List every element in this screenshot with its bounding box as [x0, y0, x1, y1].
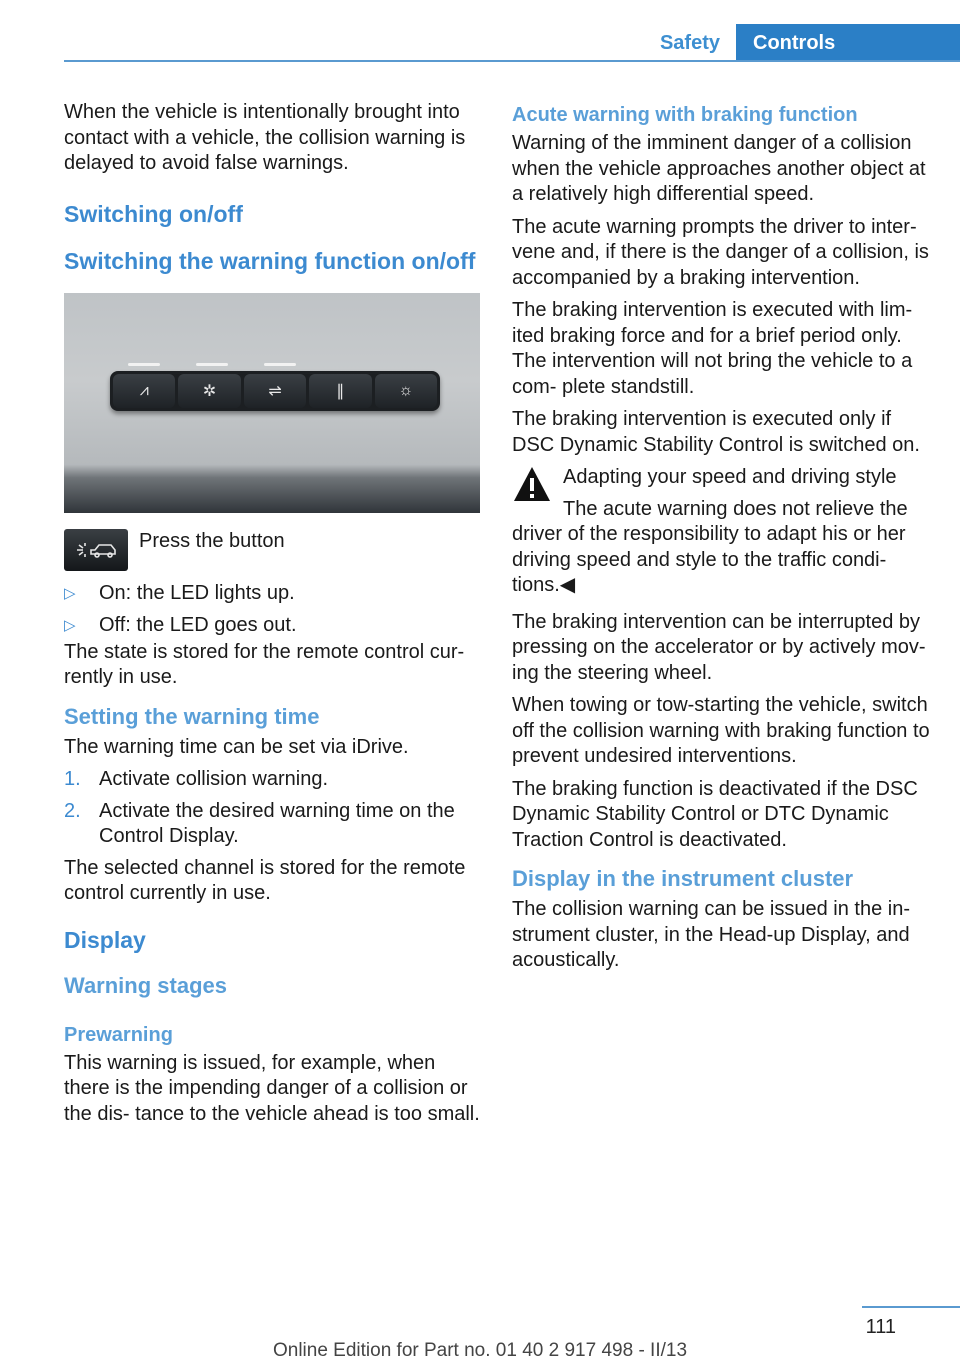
heading-warning-time: Setting the warning time: [64, 703, 320, 729]
list-item: ▷ Off: the LED goes out.: [64, 613, 482, 639]
paragraph: The braking intervention can be interrupted by pressing on the accelerator or by actively mov‐ ing the steering wheel.: [512, 610, 926, 684]
page-number: 111: [865, 1316, 896, 1338]
steps-list: [64, 767, 482, 850]
paragraph: When towing or tow-starting the vehicle, switch off the collision warning with braking function to prevent undesired interventions.: [512, 694, 930, 767]
left-column: [64, 100, 482, 1134]
press-button-row: [64, 529, 482, 571]
warning-title: Adapting your speed and driving style: [563, 466, 897, 488]
night-vision-icon: ☼: [375, 374, 437, 408]
lane-warning-icon: ⩘: [113, 374, 175, 408]
led-indicator: [264, 363, 296, 366]
paragraph: Warning of the imminent danger of a collision when the vehicle approaches another object at a relatively high differential speed.: [512, 132, 926, 205]
paragraph: The braking intervention is executed only if DSC Dynamic Stability Control is switched on.: [512, 408, 920, 456]
list-item: 2. Activate the desired warning time on the Control Display.: [64, 799, 455, 847]
heading-display: Display: [64, 926, 146, 953]
warning-body: The acute warning does not relieve the driver of the responsibility to adapt his or her driving speed and style to the traffic condi‐ tions.◀: [512, 497, 908, 596]
paragraph: The braking function is deactivated if the DSC Dynamic Stability Control or DTC Dynamic Traction Control is deactivated.: [512, 777, 918, 851]
triangle-right-icon: ▷: [64, 617, 76, 634]
paragraph: The acute warning prompts the driver to inter‐ vene and, if there is the danger of a collision, is accompanied by a braking intervention.: [512, 215, 929, 289]
warning-box: [512, 465, 930, 599]
led-indicator: [128, 363, 160, 366]
lane-departure-icon: ⇌: [244, 374, 306, 408]
collision-warning-icon: ✲: [178, 374, 240, 408]
heading-switching-function: Switching the warning function on/off: [64, 247, 476, 274]
heading-acute-warning: Acute warning with braking function: [512, 104, 858, 126]
header-section-tab[interactable]: Safety: [659, 32, 720, 54]
press-button-text: Press the button: [139, 529, 285, 552]
car-collision-icon: [73, 539, 119, 561]
intro-paragraph: When the vehicle is intentionally brought into contact with a vehicle, the collision warning is delayed to avoid false warnings.: [64, 101, 466, 174]
header-rule: [64, 60, 960, 62]
heading-switching: Switching on/off: [64, 200, 243, 227]
heading-prewarning: Prewarning: [64, 1023, 173, 1046]
heading-warning-stages: Warning stages: [64, 972, 227, 998]
lane-change-icon: ∥: [309, 374, 371, 408]
collision-warning-button-icon: [64, 529, 128, 571]
paragraph: The collision warning can be issued in the in‐ strument cluster, in the Head-up Display, and acoustically.: [512, 898, 910, 971]
list-item: 1. Activate collision warning.: [64, 768, 328, 790]
led-indicator: [196, 363, 228, 366]
right-column: [512, 100, 930, 981]
warning-triangle-icon: [512, 465, 552, 503]
channel-stored-text: The selected channel is stored for the remote control currently in use.: [64, 856, 466, 904]
triangle-right-icon: ▷: [64, 584, 76, 602]
footer-rule: [862, 1306, 960, 1308]
header-chapter-tab[interactable]: Controls: [736, 24, 960, 62]
state-stored-text: The state is stored for the remote control cur‐ rently in use.: [64, 640, 465, 688]
list-item: ▷ On: the LED lights up.: [64, 581, 482, 607]
heading-instrument-cluster: Display in the instrument cluster: [512, 866, 854, 891]
warning-time-text: The warning time can be set via iDrive.: [64, 735, 409, 758]
edition-footer: Online Edition for Part no. 01 40 2 917 498 - II/13: [272, 1340, 688, 1361]
prewarning-text: This warning is issued, for example, when there is the impending danger of a collision or the dis‐ tance to the vehicle ahead is too small.: [64, 1051, 480, 1125]
paragraph: The braking intervention is executed with lim‐ ited braking force and for a brief period only. The intervention will not bring the vehicle to a com‐ plete standstill.: [512, 299, 913, 398]
led-state-list: [64, 581, 482, 639]
button-strip: [110, 371, 440, 411]
button-panel-photo: [64, 293, 480, 513]
